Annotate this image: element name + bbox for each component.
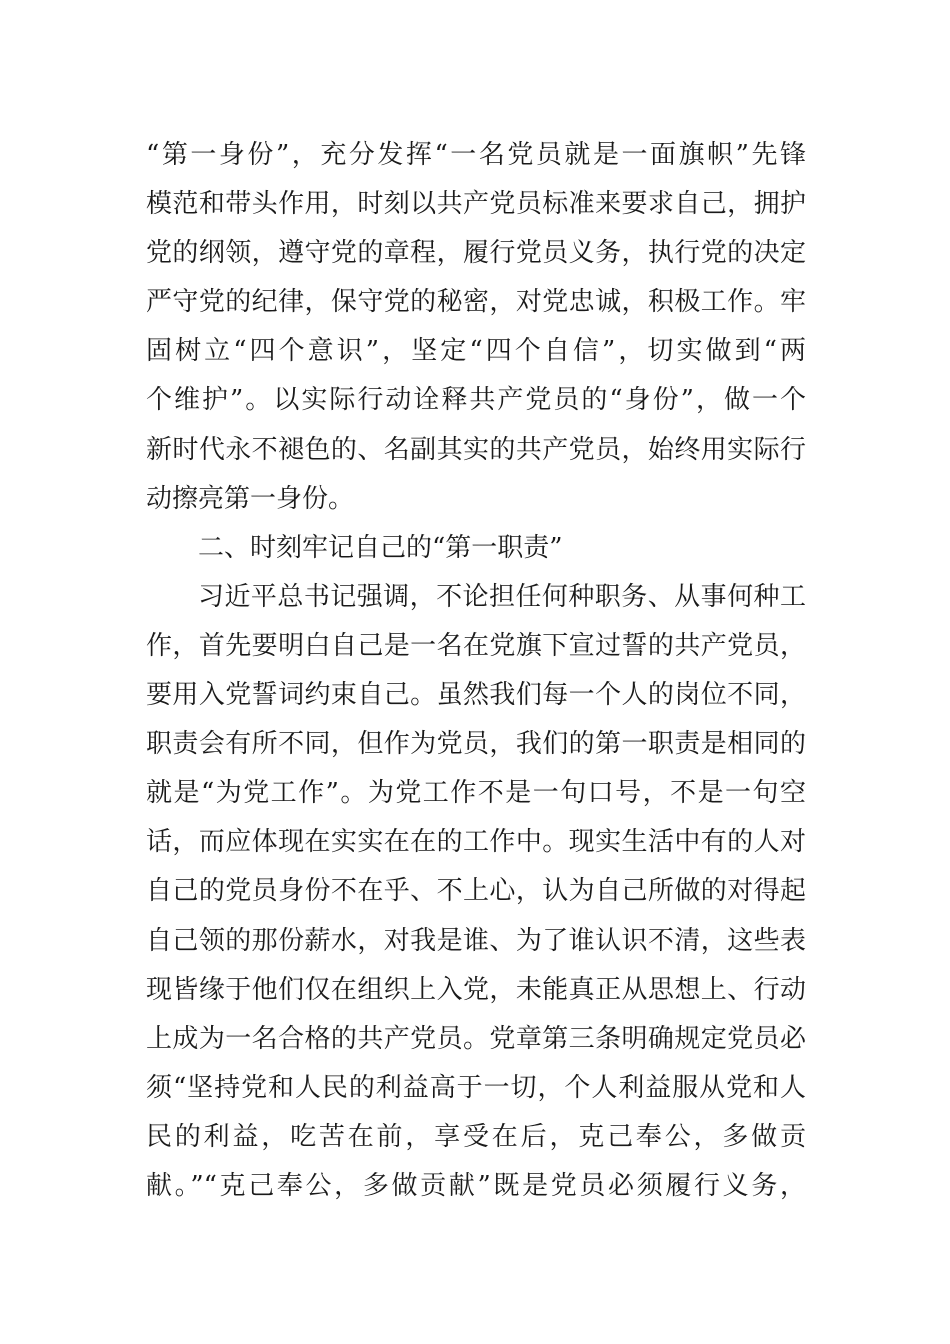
text-line: 自己的党员身份不在乎、不上心，认为自己所做的对得起 (146, 876, 806, 907)
section-heading: 二、时刻牢记自己的“第一职责” (198, 532, 563, 563)
text-line: 作，首先要明白自己是一名在党旗下宣过誓的共产党员， (146, 630, 806, 661)
text-line: 就是“为党工作”。为党工作不是一句口号，不是一句空 (146, 778, 806, 809)
text-line: 新时代永不褪色的、名副其实的共产党员，始终用实际行 (146, 434, 806, 465)
text-line: 献。”“克己奉公，多做贡献”既是党员必须履行义务， (146, 1170, 806, 1201)
text-line: 习近平总书记强调，不论担任何种职务、从事何种工 (198, 581, 806, 612)
text-line: 现皆缘于他们仅在组织上入党，未能真正从思想上、行动 (146, 974, 806, 1005)
text-line: 话，而应体现在实实在在的工作中。现实生活中有的人对 (146, 827, 806, 858)
text-line: 严守党的纪律，保守党的秘密，对党忠诚，积极工作。牢 (146, 287, 806, 318)
text-line: 要用入党誓词约束自己。虽然我们每一个人的岗位不同， (146, 680, 806, 711)
text-line: 模范和带头作用，时刻以共产党员标准来要求自己，拥护 (146, 189, 806, 220)
text-line: 职责会有所不同，但作为党员，我们的第一职责是相同的 (146, 729, 806, 760)
text-line: 个维护”。以实际行动诠释共产党员的“身份”，做一个 (146, 385, 806, 416)
body-text (146, 131, 806, 1211)
text-line: 党的纲领，遵守党的章程，履行党员义务，执行党的决定 (146, 238, 806, 269)
text-line: 自己领的那份薪水，对我是谁、为了谁认识不清，这些表 (146, 925, 806, 956)
text-line: 上成为一名合格的共产党员。党章第三条明确规定党员必 (146, 1023, 806, 1054)
text-line: 民的利益，吃苦在前，享受在后，克己奉公，多做贡 (146, 1121, 806, 1152)
text-line: 须“坚持党和人民的利益高于一切，个人利益服从党和人 (146, 1072, 806, 1103)
text-line: 固树立“四个意识”，坚定“四个自信”，切实做到“两 (146, 336, 806, 367)
text-line: 动擦亮第一身份。 (146, 483, 355, 514)
text-line: “第一身份”，充分发挥“一名党员就是一面旗帜”先锋 (146, 140, 806, 170)
